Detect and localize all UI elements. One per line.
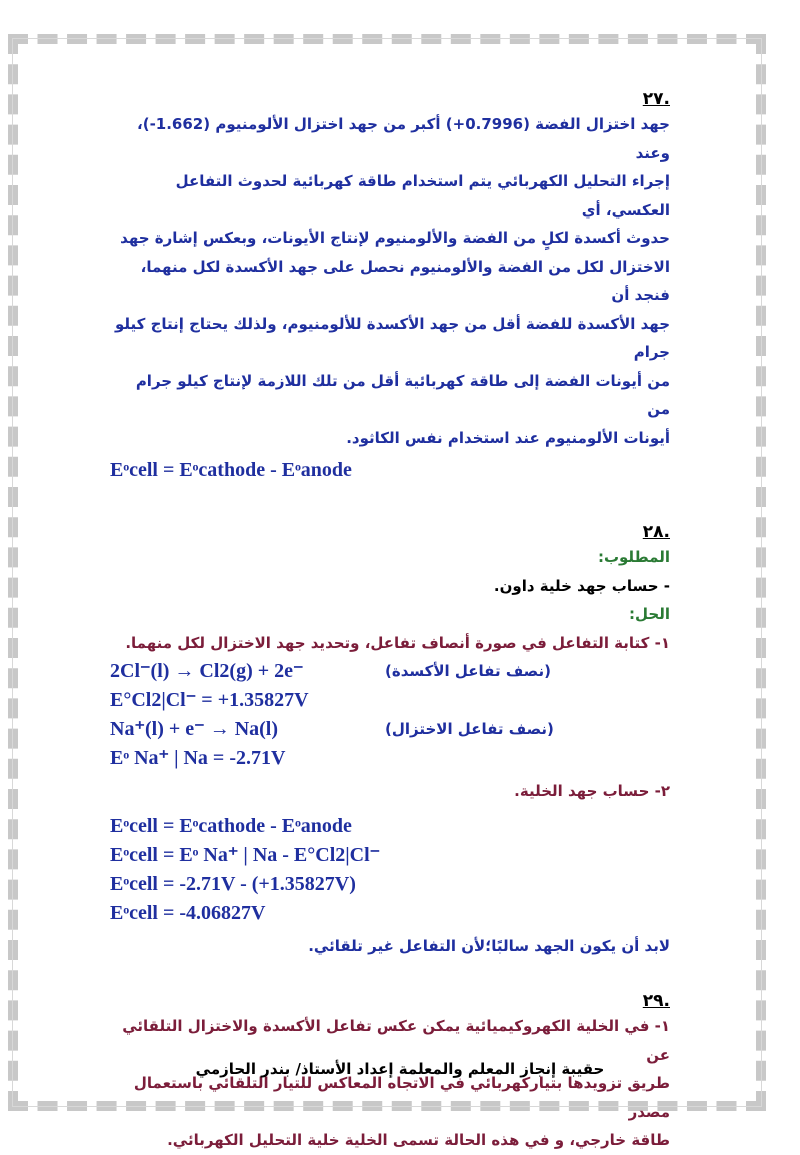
- q28-step-1: ١- كتابة التفاعل في صورة أنصاف تفاعل، وتحديد جهد الاختزال لكل منهما.: [125, 633, 670, 652]
- q28-step-2: ٢- حساب جهد الخلية.: [514, 782, 670, 800]
- q28-oxidation-row: [110, 657, 670, 686]
- q29-line-1: ١- في الخلية الكهروكيميائية يمكن عكس تفاعل الأكسدة والاختزال التلقائي عن: [122, 1017, 670, 1064]
- q28-conclusion: لابد أن يكون الجهد سالبًا؛لأن التفاعل غير تلقائي.: [308, 936, 670, 955]
- q28-required-label: المطلوب:: [597, 548, 670, 566]
- q27-cell-equation-text: Eᵒcell = Eᵒcathode - Eᵒanode: [110, 459, 352, 481]
- q28-reduction-row: [110, 715, 670, 744]
- question-27-number: .٢٧: [642, 89, 670, 109]
- q27-line-7: أيونات الألومنيوم عند استخدام نفس الكاثود.: [346, 428, 670, 447]
- q28-cell-eq-3: Eᵒcell = -2.71V - (+1.35827V): [110, 872, 356, 895]
- question-28-number: .٢٨: [642, 522, 670, 542]
- q28-oxidation-label: (نصف تفاعل الأكسدة): [385, 662, 551, 680]
- q28-solution-label: الحل:: [629, 605, 670, 623]
- q27-line-5: جهد الأكسدة للفضة أقل من جهد الأكسدة للألومنيوم، ولذلك يحتاج إنتاج كيلو جرام: [114, 314, 670, 361]
- document-body: [110, 88, 670, 1155]
- q28-cell-eq-1: Eᵒcell = Eᵒcathode - Eᵒanode: [110, 814, 352, 837]
- q28-cl-potential: E°Cl2|Cl⁻ = +1.35827V: [110, 689, 309, 711]
- question-27-answer: [110, 110, 670, 452]
- page-footer: حقيبة إنجاز المعلم والمعلمة إعداد الأستاذ/ بندر الحازمي: [195, 1060, 605, 1078]
- q27-line-2: إجراء التحليل الكهربائي يتم استخدام طاقة كهربائية لحدوث التفاعل العكسي، أي: [175, 172, 670, 219]
- q28-na-potential: Eᵒ Na⁺ | Na = -2.71V: [110, 747, 286, 769]
- question-29-number: .٢٩: [642, 991, 670, 1011]
- q29-line-3: طاقة خارجي، و في هذه الحالة تسمى الخلية خلية التحليل الكهربائي.: [167, 1131, 670, 1149]
- q28-required-item: - حساب جهد خلية داون.: [493, 576, 670, 595]
- q27-line-6: من أيونات الفضة إلى طاقة كهربائية أقل من تلك اللازمة لإنتاج كيلو جرام من: [135, 371, 670, 418]
- q27-line-4: الاختزال لكل من الفضة والألومنيوم نحصل على جهد الأكسدة لكل منهما، فنجد أن: [140, 257, 670, 304]
- q29-line-2: طريق تزويدها بتياركهربائي في الاتجاه المعاكس للتيار التلقائي باستعمال مصدر: [133, 1074, 670, 1121]
- q27-line-3: حدوث أكسدة لكلٍ من الفضة والألومنيوم لإنتاج الأيونات، وبعكس إشارة جهد: [120, 229, 670, 247]
- q28-cell-eq-2: Eᵒcell = Eᵒ Na⁺ | Na - E°Cl2|Cl⁻: [110, 843, 381, 866]
- q27-cell-equation: [110, 456, 670, 485]
- q28-cell-eq-4: Eᵒcell = -4.06827V: [110, 901, 266, 924]
- q28-oxidation-equation: 2Cl⁻(l) → Cl2(g) + 2e⁻: [110, 660, 304, 682]
- q28-reduction-equation: Na⁺(l) + e⁻ → Na(l): [110, 718, 279, 740]
- q28-reduction-label: (نصف تفاعل الاختزال): [385, 720, 554, 738]
- q27-line-1: جهد اختزال الفضة (0.7996+) أكبر من جهد اختزال الألومنيوم (1.662-)، وعند: [137, 115, 670, 162]
